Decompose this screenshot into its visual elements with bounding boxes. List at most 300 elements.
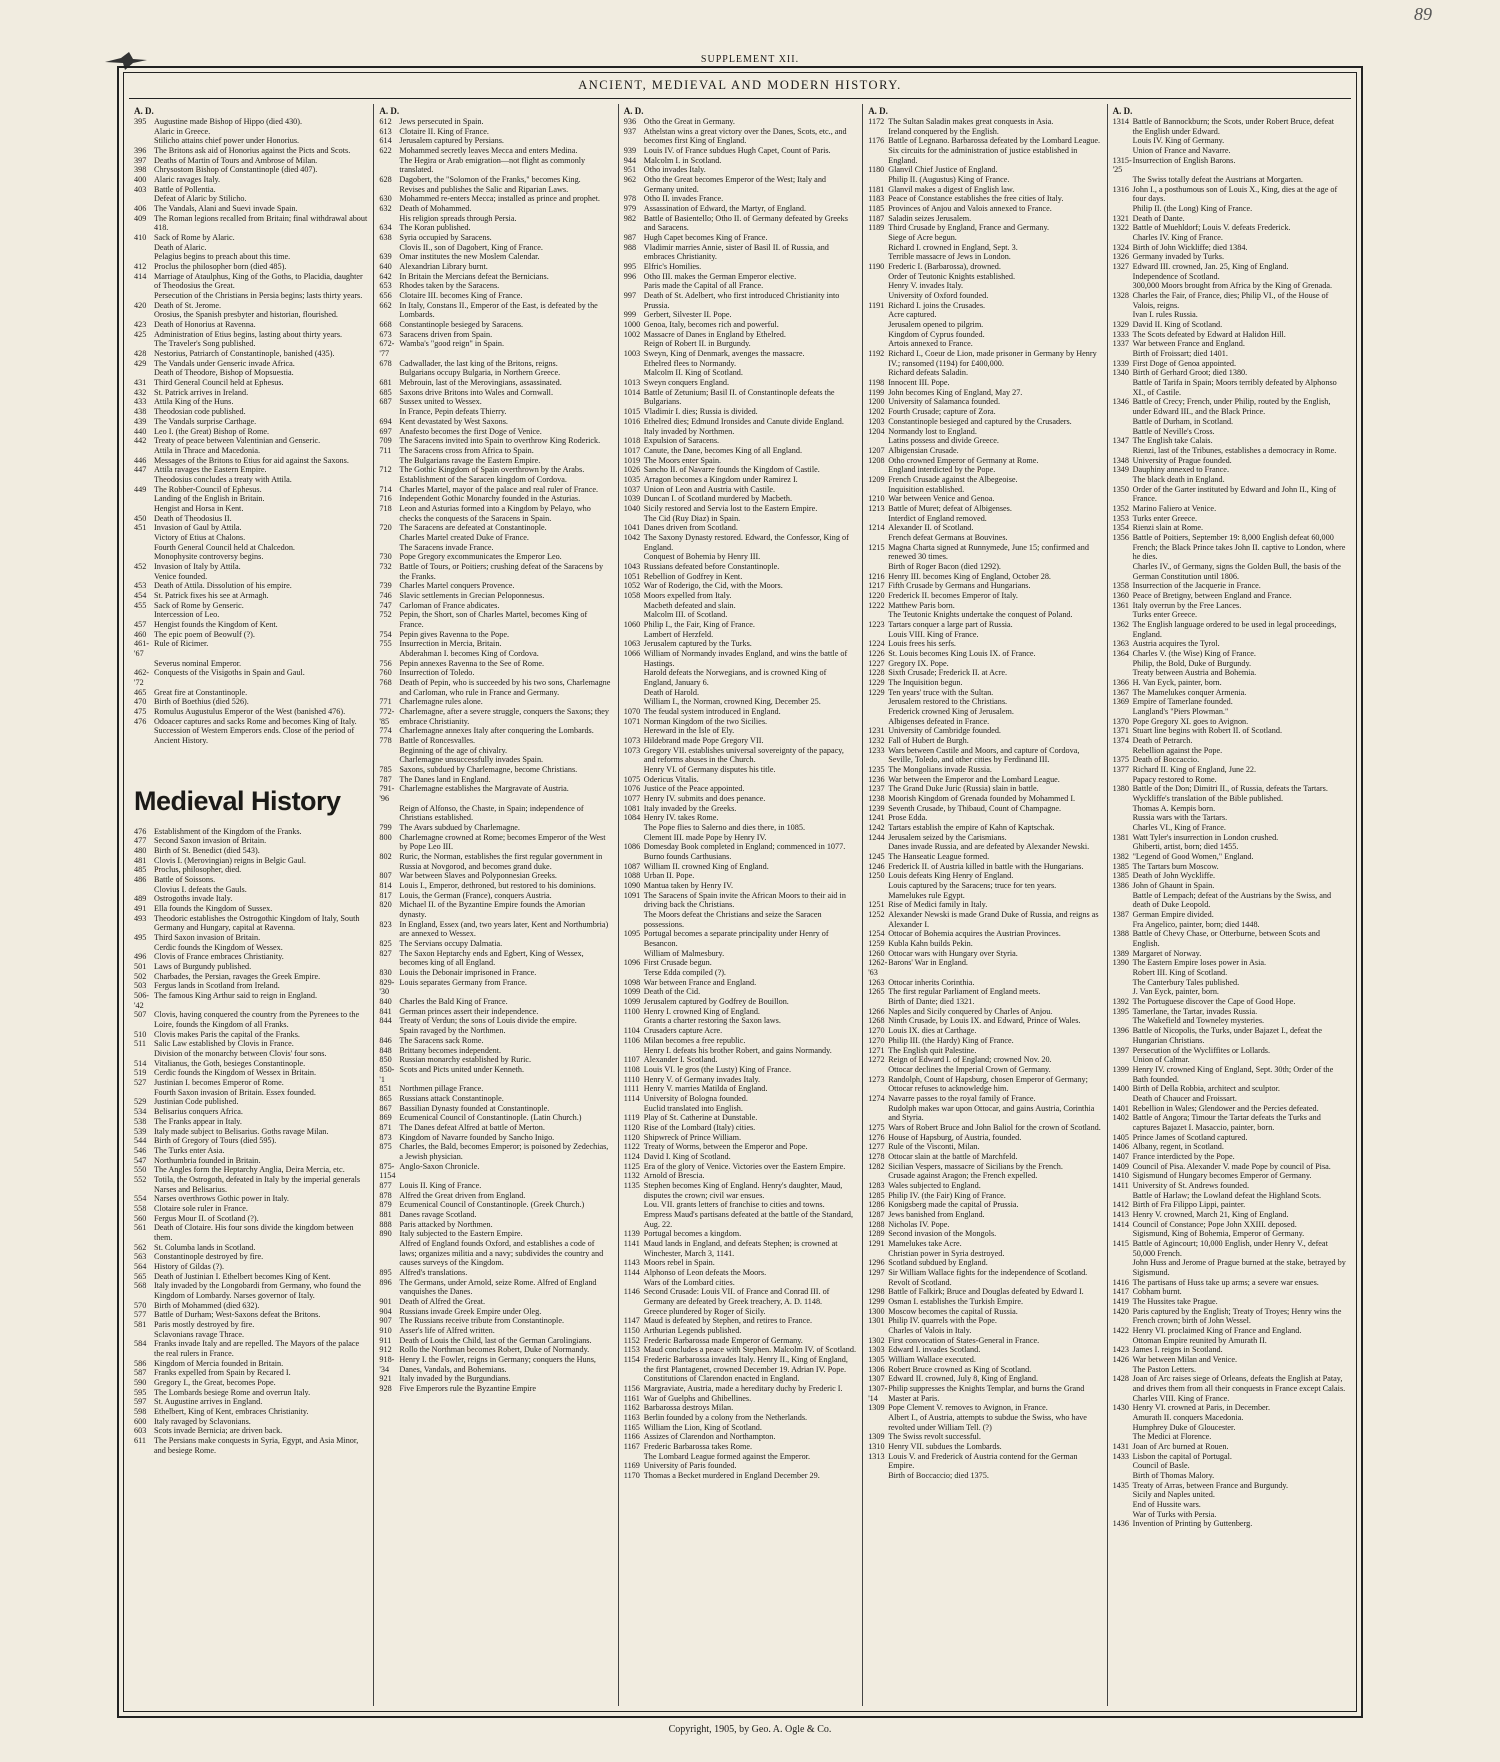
entry-text: Inquisition established.: [888, 484, 965, 494]
entry-year: 678: [379, 358, 392, 368]
entry-text: Louis VIII. King of France.: [888, 629, 979, 639]
timeline-entry: [868, 523, 1101, 533]
timeline-entry: [134, 1136, 368, 1146]
entry-year: 400: [134, 175, 147, 185]
entry-text: St. Augustine arrives in England.: [154, 1397, 263, 1407]
entry-text: Death of Louis the Child, last of the German Carolingians.: [399, 1335, 592, 1345]
timeline-entry: [134, 572, 368, 582]
timeline-entry: [134, 330, 368, 340]
entry-text: Death of Alfred the Great.: [399, 1296, 486, 1306]
entry-year: 1306: [868, 1364, 885, 1374]
timeline-column-5: [1107, 104, 1351, 1706]
entry-text: Vladimir marries Annie, sister of Basil II. of Russia, and embraces Christianity.: [643, 242, 829, 262]
timeline-entry: [134, 436, 368, 446]
timeline-entry: [134, 388, 368, 398]
timeline-entry: [868, 349, 1101, 368]
entry-text: Edward I. invades Scotland.: [888, 1345, 981, 1355]
entry-text: Henry V. of Germany invades Italy.: [643, 1074, 761, 1084]
timeline-entry: [1113, 339, 1346, 349]
timeline-entry: [134, 1223, 368, 1242]
timeline-entry: [134, 1146, 368, 1156]
entry-text: Frederic Barbarossa made Emperor of Germany.: [643, 1335, 803, 1345]
entry-year: 1259: [868, 939, 885, 949]
timeline-entry: [379, 1229, 612, 1239]
entry-text: Charlemagne crowned at Rome; becomes Emperor of the West by Pope Leo III.: [399, 832, 606, 852]
timeline-entry: [624, 1403, 857, 1413]
timeline-entry: [624, 707, 857, 717]
entry-text: Jerusalem restored to the Christians.: [888, 697, 1008, 707]
timeline-entry: [134, 523, 368, 533]
entry-year: 428: [134, 349, 147, 359]
entry-year: 439: [134, 416, 147, 426]
entry-year: 1340: [1112, 368, 1129, 378]
timeline-entry: [134, 165, 368, 175]
entry-text: Persecution of the Christians in Persia begins; lasts thirty years.: [154, 291, 363, 301]
entry-text: Alfred of England founds Oxford, and establishes a code of laws; organizes militia and a navy; subdivides the country and causes surveys of the Kingdom.: [399, 1238, 604, 1268]
timeline-entry: [624, 1345, 857, 1355]
timeline-entry: [868, 339, 1101, 349]
entry-year: 1058: [623, 590, 641, 600]
entry-text: Death of Petrarch.: [1132, 736, 1193, 745]
timeline-entry: [868, 465, 1101, 475]
entry-text: William of Normandy invades England, and wins the battle of Hastings.: [643, 648, 848, 668]
timeline-entry: [134, 1030, 368, 1040]
entry-year: 425: [134, 329, 147, 339]
entry-text: Henry IV. takes Rome.: [643, 813, 719, 823]
timeline-entry: [624, 281, 857, 291]
timeline-entry: [868, 591, 1101, 601]
entry-text: William I., the Norman, crowned King, December 25.: [643, 697, 821, 707]
entry-text: The Koran published.: [399, 223, 471, 233]
timeline-entry: [134, 962, 368, 972]
timeline-entry: [134, 543, 368, 553]
entry-year: 802: [379, 852, 392, 862]
timeline-entry: [1113, 1171, 1346, 1181]
entry-text: In Britain the Mercians defeat the Bernicians.: [399, 271, 549, 281]
entry-year: [379, 243, 399, 253]
entry-text: Lou. VII. grants letters of franchise to cities and towns.: [643, 1200, 825, 1210]
timeline-entry: [134, 320, 368, 330]
timeline-entry: [134, 1107, 368, 1117]
entry-text: Ottocar wars with Hungary over Styria.: [888, 948, 1018, 958]
entry-year: 1162: [623, 1403, 640, 1413]
entry-year: [1113, 1461, 1133, 1471]
entry-year: 1217: [868, 581, 885, 591]
entry-year: 612: [379, 117, 392, 126]
entry-text: Henry III. becomes King of England, October 28.: [888, 571, 1051, 581]
timeline-entry: [624, 649, 857, 668]
timeline-entry: [868, 1403, 1101, 1413]
entry-text: Cerdic founds the Kingdom of Wessex in Britain.: [154, 1068, 317, 1078]
entry-year: [1113, 446, 1133, 456]
entry-year: [1113, 1471, 1133, 1481]
entry-year: 1161: [623, 1393, 640, 1403]
entry-year: 1227: [868, 658, 885, 668]
entry-text: War between Venice and Genoa.: [888, 494, 995, 504]
page-frame: [117, 66, 1363, 1718]
entry-year: 470: [134, 697, 147, 707]
entry-text: Sir William Wallace fights for the independence of Scotland.: [888, 1267, 1088, 1277]
entry-text: Spain ravaged by the Northmen.: [399, 1026, 506, 1036]
entry-text: Rise of Medici family in Italy.: [888, 900, 988, 910]
timeline-entry: [379, 949, 612, 968]
entry-text: Charles IV., of Germany, signs the Golden Bull, the basis of the German Constitution until 1806.: [1132, 561, 1341, 581]
entry-year: 506-'42: [134, 991, 150, 1010]
timeline-entry: [624, 688, 857, 698]
timeline-entry: [868, 794, 1101, 804]
entry-year: 1190: [868, 262, 885, 272]
timeline-entry: [868, 320, 1101, 330]
timeline-entry: [379, 1162, 612, 1181]
timeline-entry: [868, 1162, 1101, 1172]
entry-year: [868, 697, 888, 707]
entry-year: 1002: [623, 329, 641, 339]
entry-text: Assassination of Edward, the Martyr, of England.: [643, 204, 807, 214]
timeline-entry: [1113, 1297, 1346, 1307]
timeline-entry: [624, 1036, 857, 1046]
entry-year: 1077: [623, 794, 641, 804]
timeline-entry: [868, 378, 1101, 388]
entry-year: [379, 475, 399, 485]
entry-text: Maud lands in England, and defeats Stephen; is crowned at Winchester, March 3, 1141.: [643, 1238, 838, 1258]
entry-text: Landing of the English in Britain.: [154, 494, 265, 504]
entry-text: Russia wars with the Tartars.: [1132, 813, 1228, 823]
entry-text: Latins possess and divide Greece.: [888, 436, 999, 446]
timeline-entry: [624, 842, 857, 852]
timeline-entry: [1113, 804, 1346, 814]
entry-year: 1154: [623, 1355, 640, 1364]
entry-year: [1113, 1510, 1133, 1520]
entry-text: Venice founded.: [154, 571, 208, 581]
entry-text: Birth of St. Benedict (died 543).: [154, 846, 260, 856]
section-heading: Medieval History: [134, 785, 341, 816]
timeline-entry: [134, 1194, 368, 1204]
entry-year: 1307-'14: [868, 1384, 888, 1403]
entry-year: 507: [134, 1010, 147, 1020]
timeline-entry: [624, 1094, 857, 1104]
entry-text: Death of Mohammed.: [399, 204, 472, 214]
entry-text: The Hegira or Arab emigration—not flight as commonly translated.: [399, 155, 586, 175]
entry-year: [624, 726, 644, 736]
entry-text: Hugh Capet becomes King of France.: [643, 233, 768, 243]
entry-year: 1241: [868, 813, 885, 823]
entry-year: 538: [134, 1116, 147, 1126]
entry-text: Edward III. crowned, Jan. 25, King of England.: [1132, 262, 1289, 272]
entry-text: Leon and Asturias formed into a Kingdom by Pelayo, who checks the conquests of the Saracens in Spain.: [399, 503, 591, 523]
timeline-entry: [379, 668, 612, 678]
entry-year: 1276: [868, 1132, 885, 1142]
timeline-entry: [868, 1007, 1101, 1017]
timeline-entry: [1113, 717, 1346, 727]
timeline-entry: [624, 1452, 857, 1462]
entry-year: 1169: [623, 1461, 640, 1471]
timeline-entry: [134, 301, 368, 311]
timeline-entry: [134, 378, 368, 388]
timeline-entry: [1113, 156, 1346, 175]
timeline-entry: [1113, 272, 1346, 282]
entry-year: 475: [134, 706, 147, 716]
timeline-entry: [134, 533, 368, 543]
timeline-entry: [1113, 1026, 1346, 1045]
timeline-entry: [134, 194, 368, 204]
timeline-entry: [379, 630, 612, 640]
timeline-entry: [1113, 1084, 1346, 1094]
timeline-entry: [868, 765, 1101, 775]
entry-year: [134, 572, 154, 582]
entry-year: 1329: [1112, 320, 1129, 330]
timeline-entry: [868, 485, 1101, 495]
timeline-entry: [1113, 1133, 1346, 1143]
entry-year: 1063: [623, 639, 641, 649]
entry-text: Council of Pisa. Alexander V. made Pope by council of Pisa.: [1132, 1161, 1331, 1171]
entry-year: [868, 1249, 888, 1259]
timeline-entry: [868, 136, 1101, 146]
entry-text: Birth of Gregory of Tours (died 595).: [154, 1136, 277, 1146]
timeline-entry: [624, 881, 857, 891]
timeline-entry: [134, 156, 368, 166]
entry-year: 1000: [623, 320, 641, 330]
timeline-entry: [868, 1229, 1101, 1239]
timeline-entry: [1113, 1326, 1346, 1336]
entry-year: 732: [379, 561, 392, 571]
timeline-entry: [134, 465, 368, 475]
page-number: 89: [1414, 4, 1432, 24]
entry-text: Frederic Barbarossa takes Rome.: [643, 1442, 753, 1452]
entry-year: 1435: [1112, 1480, 1129, 1490]
timeline-entry: [624, 1200, 857, 1210]
entry-text: Northmen pillage France.: [399, 1084, 484, 1094]
entry-text: Anglo-Saxon Chronicle.: [399, 1161, 480, 1171]
entry-year: 901: [379, 1296, 392, 1306]
entry-text: Leo I. (the Great) Bishop of Rome.: [154, 426, 270, 436]
entry-year: 1176: [868, 136, 885, 146]
entry-year: 1185: [868, 204, 885, 214]
entry-text: Charles, the Bald, becomes Emperor; is poisoned by Zedechias, a Jewish physician.: [399, 1142, 609, 1161]
timeline-entry: [134, 1165, 368, 1175]
entry-text: Battle of Crecy; French, under Philip, routed by the English, under Edward III., and the Black Prince.: [1132, 397, 1331, 417]
entry-text: Philip IV. (the Fair) King of France.: [888, 1190, 1006, 1200]
timeline-entry: [624, 310, 857, 320]
timeline-entry: [868, 891, 1101, 901]
entry-year: 999: [623, 310, 637, 320]
entry-year: 672-'77: [379, 339, 395, 359]
timeline-entry: [868, 1142, 1101, 1152]
entry-year: 944: [623, 155, 637, 165]
timeline-entry: [379, 1220, 612, 1230]
entry-text: Sweyn conquers England.: [643, 378, 730, 388]
entry-text: Battle of Pollentia.: [154, 184, 216, 194]
timeline-entry: [868, 272, 1101, 282]
timeline-entry: [1113, 146, 1346, 156]
entry-year: 552: [134, 1174, 147, 1184]
timeline-entry: [1113, 504, 1346, 514]
entry-year: [1113, 281, 1133, 291]
timeline-entry: [379, 804, 612, 823]
timeline-entry: [868, 146, 1101, 165]
medieval-entry-list: [134, 827, 368, 1456]
entry-text: Charles VI., King of France.: [1132, 823, 1226, 833]
entry-year: 480: [134, 846, 147, 856]
entry-text: Saladin seizes Jerusalem.: [888, 213, 972, 223]
entry-year: 1135: [623, 1180, 640, 1190]
entry-text: Sicily and Naples united.: [1132, 1490, 1215, 1500]
entry-text: Death of Justinian I. Ethelbert becomes King of Kent.: [154, 1271, 331, 1281]
entry-text: Battle of Neville's Cross.: [1132, 426, 1215, 436]
timeline-entry: [379, 784, 612, 803]
entry-text: Richard II. King of England, June 22.: [1132, 765, 1257, 775]
entry-list: [1113, 117, 1346, 1529]
page-title: ANCIENT, MEDIEVAL AND MODERN HISTORY.: [578, 78, 902, 92]
entry-year: 791-'96: [379, 784, 395, 804]
timeline-entry: [134, 310, 368, 320]
entry-year: 563: [134, 1252, 147, 1262]
entry-year: 1073: [623, 745, 641, 755]
entry-year: [134, 494, 154, 504]
entry-text: The Scots defeated by Edward at Halidon Hill.: [1132, 329, 1286, 339]
entry-year: 760: [379, 668, 392, 678]
entry-year: 455: [134, 600, 147, 610]
timeline-entry: [624, 1123, 857, 1133]
entry-text: Sussex united to Wessex.: [399, 397, 482, 407]
timeline-entry: [868, 958, 1101, 977]
entry-text: Kingdom of Navarre founded by Sancho Inigo.: [399, 1132, 555, 1142]
entry-year: 461-'67: [134, 639, 150, 658]
entry-text: Invention of Printing by Guttenberg.: [1132, 1519, 1253, 1529]
entry-text: Rebellion in Wales; Glendower and the Percies defeated.: [1132, 1103, 1319, 1113]
timeline-entry: [868, 1181, 1101, 1191]
entry-year: [624, 668, 644, 687]
timeline-entry: [134, 1088, 368, 1098]
entry-year: [868, 272, 888, 282]
entry-year: [624, 823, 644, 833]
timeline-entry: [624, 862, 857, 872]
timeline-entry: [868, 494, 1101, 504]
title-rule: [129, 98, 1351, 99]
entry-text: John becomes King of England, May 27.: [888, 387, 1023, 397]
entry-year: 1100: [623, 1006, 640, 1016]
entry-year: 895: [379, 1267, 392, 1277]
entry-year: [379, 746, 399, 756]
entry-text: Stephen becomes King of England. Henry's daughter, Maud, disputes the crown; civil war ensues.: [643, 1180, 843, 1200]
entry-text: Wars of Robert Bruce and John Baliol for the crown of Scotland.: [888, 1122, 1101, 1132]
timeline-entry: [1113, 1200, 1346, 1210]
entry-text: The Saracens of Spain invite the African Moors to their aid in driving back the Christians.: [643, 890, 846, 910]
entry-text: Battle of Lempach; defeat of the Austrians by the Swiss, and death of Duke Leopold.: [1132, 890, 1332, 910]
timeline-entry: [868, 881, 1101, 891]
timeline-entry: [1113, 678, 1346, 688]
entry-year: [868, 881, 888, 891]
timeline-entry: [868, 630, 1101, 640]
timeline-entry: [624, 910, 857, 929]
timeline-entry: [379, 320, 612, 330]
entry-year: 668: [379, 320, 392, 330]
timeline-column-3: [618, 104, 862, 1706]
timeline-entry: [379, 1036, 612, 1046]
entry-year: 1091: [623, 890, 641, 900]
entry-year: 1366: [1112, 677, 1129, 687]
entry-year: 1019: [623, 455, 641, 465]
timeline-entry: [624, 533, 857, 552]
timeline-entry: [134, 836, 368, 846]
entry-text: Tartars conquer a large part of Russia.: [888, 619, 1013, 629]
entry-text: War between France and England.: [643, 977, 757, 987]
entry-text: Innocent III. Pope.: [888, 378, 950, 388]
entry-year: [868, 243, 888, 253]
timeline-entry: [134, 272, 368, 291]
entry-text: Wyckliffe's translation of the Bible published.: [1132, 794, 1284, 804]
entry-year: [868, 997, 888, 1007]
entry-year: 587: [134, 1368, 147, 1378]
entry-year: 730: [379, 552, 392, 562]
entry-text: Ottocar declines the Imperial Crown of Germany.: [888, 1064, 1051, 1074]
entry-text: Messages of the Britons to Etius for aid against the Saxons.: [154, 455, 349, 465]
timeline-entry: [379, 1084, 612, 1094]
entry-text: House of Hapsburg, of Austria, founded.: [888, 1132, 1022, 1142]
entry-text: Intercession of Leo.: [154, 610, 220, 620]
timeline-entry: [1113, 736, 1346, 746]
entry-year: 1285: [868, 1190, 885, 1200]
timeline-entry: [868, 1191, 1101, 1201]
timeline-entry: [868, 446, 1101, 456]
entry-year: 1300: [868, 1306, 885, 1316]
entry-year: [1113, 842, 1133, 852]
timeline-entry: [624, 1113, 857, 1123]
entry-year: [379, 214, 399, 224]
timeline-entry: [868, 117, 1101, 127]
entry-text: Death of Attila. Dissolution of his empire.: [154, 581, 292, 591]
entry-year: 1220: [868, 590, 885, 600]
entry-text: The Saxon Heptarchy ends and Egbert, King of Wessex, becomes king of all England.: [399, 948, 584, 968]
entry-year: [1113, 1413, 1133, 1423]
timeline-entry: [1113, 1394, 1346, 1404]
entry-text: Acre captured.: [888, 310, 937, 320]
entry-text: Defeat of Alaric by Stilicho.: [154, 194, 247, 204]
entry-text: Treaty of Verdun; the sons of Louis divide the empire.: [399, 1016, 577, 1026]
entry-year: 577: [134, 1310, 147, 1320]
timeline-entry: [868, 620, 1101, 630]
entry-text: Konigsberg made the capital of Prussia.: [888, 1200, 1019, 1210]
timeline-entry: [624, 1171, 857, 1181]
entry-year: 1420: [1112, 1306, 1129, 1316]
entry-year: [1113, 1394, 1133, 1404]
timeline-entry: [379, 1336, 612, 1346]
entry-text: The partisans of Huss take up arms; a severe war ensues.: [1132, 1277, 1319, 1287]
entry-text: The epic poem of Beowulf (?).: [154, 629, 255, 639]
entry-text: Era of the glory of Venice. Victories over the Eastern Empire.: [643, 1161, 846, 1171]
entry-text: J. Van Eyck, painter, born.: [1132, 987, 1219, 997]
entry-year: 867: [379, 1103, 392, 1113]
entry-year: 1326: [1112, 252, 1129, 262]
entry-year: 1361: [1112, 600, 1129, 610]
entry-text: Battle of Chevy Chase, or Otterburne, between Scots and English.: [1132, 929, 1320, 949]
timeline-entry: [1113, 1432, 1346, 1442]
entry-year: 447: [134, 465, 147, 475]
entry-year: 1232: [868, 736, 885, 745]
entry-year: 771: [379, 697, 392, 707]
timeline-entry: [1113, 1374, 1346, 1393]
entry-year: 877: [379, 1180, 392, 1190]
timeline-entry: [624, 330, 857, 340]
timeline-entry: [379, 601, 612, 611]
entry-text: Belisarius conquers Africa.: [154, 1107, 243, 1117]
entry-text: In Italy, Constans II., Emperor of the East, is defeated by the Lombards.: [399, 300, 598, 320]
entry-text: Gerbert, Silvester II. Pope.: [643, 310, 732, 320]
timeline-entry: [624, 610, 857, 620]
entry-text: Genoa, Italy, becomes rich and powerful.: [643, 320, 779, 330]
timeline-entry: [134, 1175, 368, 1194]
timeline-entry: [1113, 1191, 1346, 1201]
entry-text: Charbades, the Persian, ravages the Greek Empire.: [154, 971, 321, 981]
